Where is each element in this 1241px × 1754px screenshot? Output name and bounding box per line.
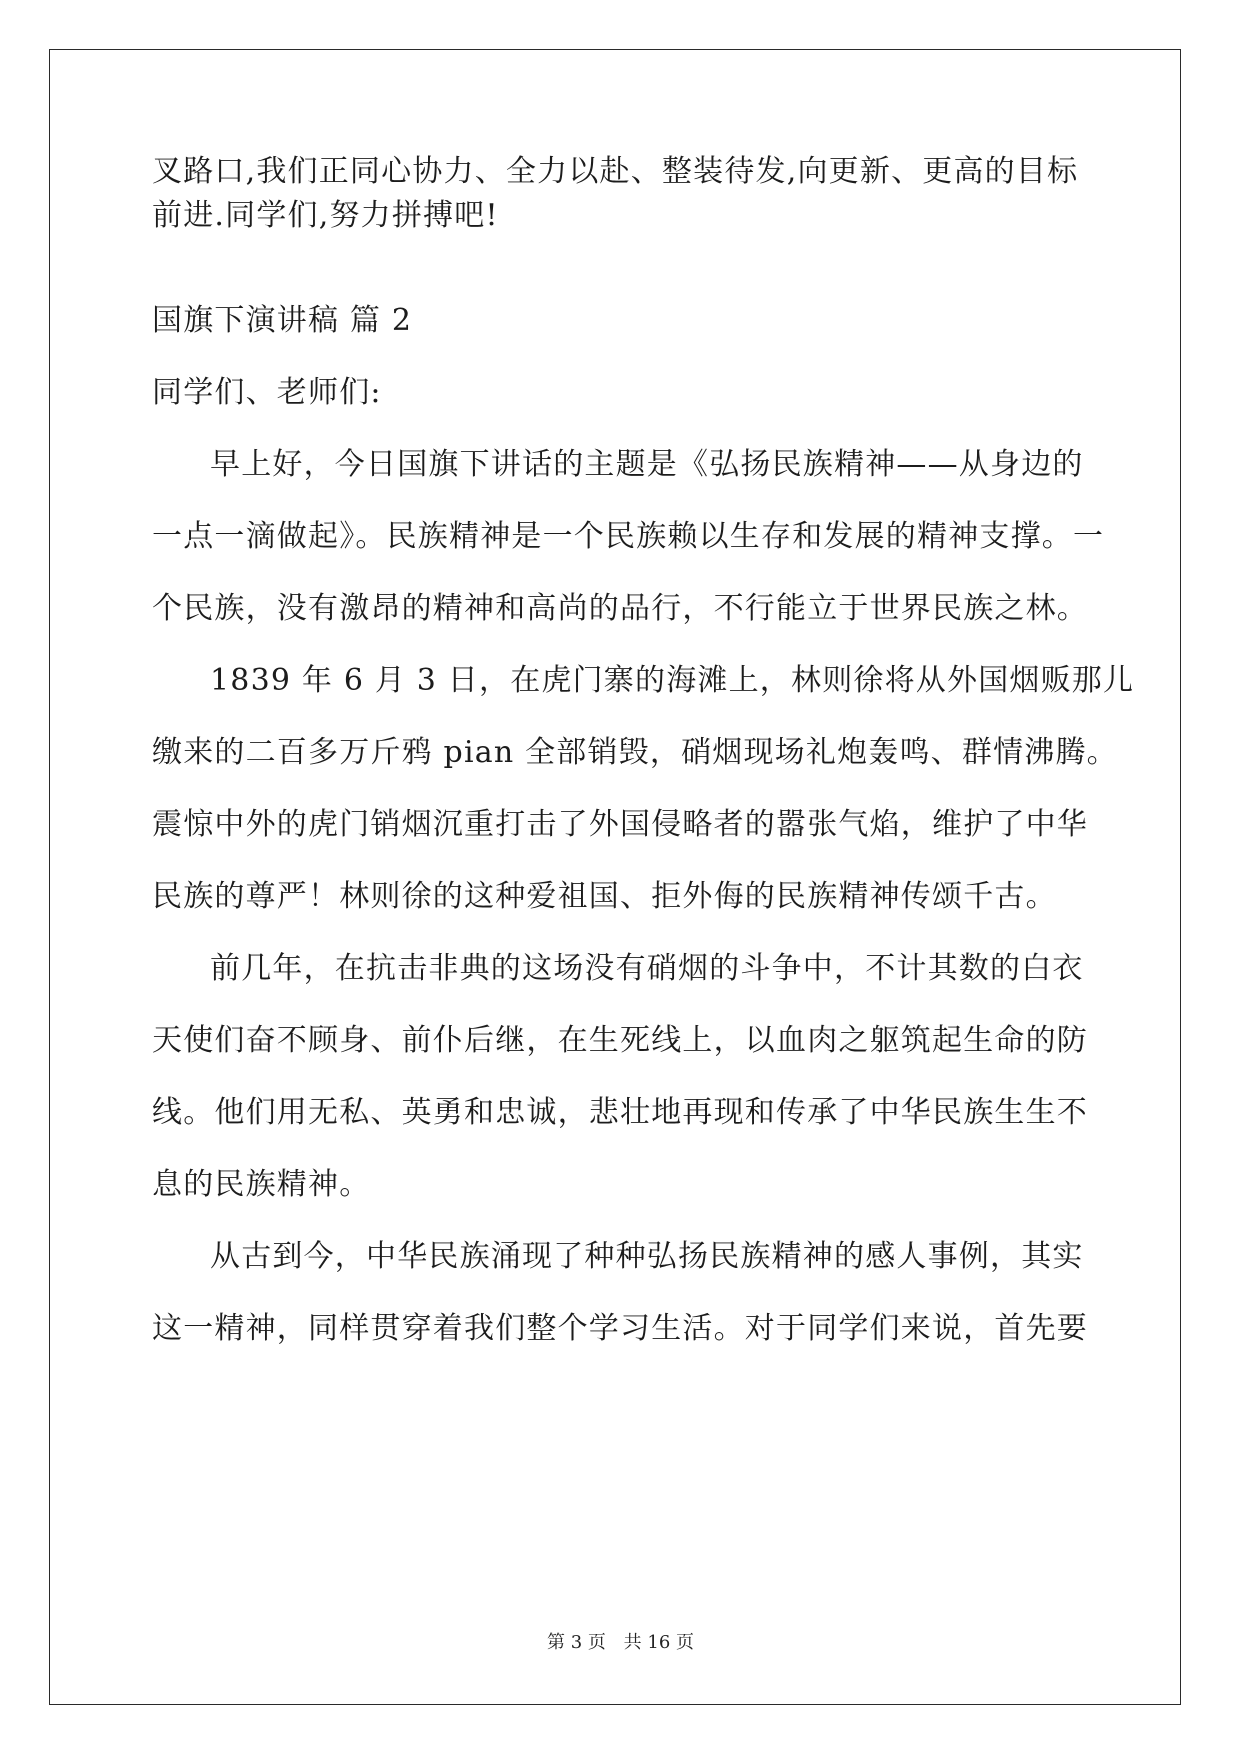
paragraph-line: 一点一滴做起》。民族精神是一个民族赖以生存和发展的精神支撑。一 <box>152 519 1105 554</box>
paragraph-line: 缴来的二百多万斤鸦 pian 全部销毁，硝烟现场礼炮轰鸣、群情沸腾。 <box>152 735 1118 770</box>
paragraph-line: 1839 年 6 月 3 日，在虎门寨的海滩上，林则徐将从外国烟贩那儿 <box>210 663 1135 698</box>
page-footer <box>0 1628 1241 1654</box>
paragraph-line: 个民族，没有激昂的精神和高尚的品行，不行能立于世界民族之林。 <box>152 591 1088 626</box>
salutation: 同学们、老师们: <box>152 375 382 410</box>
paragraph-line: 线。他们用无私、英勇和忠诚，悲壮地再现和传承了中华民族生生不 <box>152 1095 1088 1130</box>
paragraph-line: 从古到今，中华民族涌现了种种弘扬民族精神的感人事例，其实 <box>210 1239 1084 1274</box>
paragraph-line: 震惊中外的虎门销烟沉重打击了外国侵略者的嚣张气焰，维护了中华 <box>152 807 1088 842</box>
paragraph-line: 前进.同学们,努力拼搏吧! <box>152 198 499 233</box>
section-heading: 国旗下演讲稿 篇 2 <box>152 303 413 338</box>
paragraph-line: 民族的尊严！林则徐的这种爱祖国、拒外侮的民族精神传颂千古。 <box>152 879 1057 914</box>
paragraph-line: 叉路口,我们正同心协力、全力以赴、整装待发,向更新、更高的目标 <box>152 154 1079 189</box>
paragraph-line: 早上好，今日国旗下讲话的主题是《弘扬民族精神——从身边的 <box>210 447 1084 482</box>
paragraph-line: 天使们奋不顾身、前仆后继，在生死线上，以血肉之躯筑起生命的防 <box>152 1023 1088 1058</box>
paragraph-line: 这一精神，同样贯穿着我们整个学习生活。对于同学们来说，首先要 <box>152 1311 1088 1346</box>
paragraph-line: 息的民族精神。 <box>152 1167 371 1202</box>
paragraph-line: 前几年，在抗击非典的这场没有硝烟的斗争中，不计其数的白衣 <box>210 951 1084 986</box>
page-number: 第 3 页 <box>547 1632 606 1653</box>
page-total: 共 16 页 <box>623 1632 694 1653</box>
